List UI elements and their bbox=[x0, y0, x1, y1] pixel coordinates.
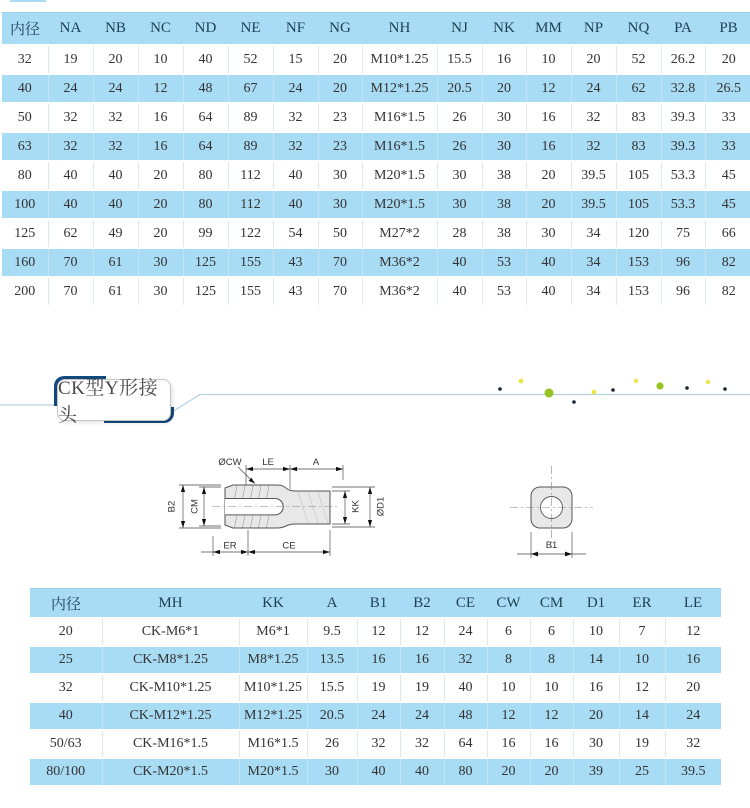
table-cell: 24 bbox=[400, 702, 444, 730]
table-cell: 26 bbox=[307, 730, 357, 758]
table-cell: 12 bbox=[357, 618, 400, 646]
table-cell: M10*1.25 bbox=[362, 45, 437, 74]
table-cell: 33 bbox=[705, 103, 750, 132]
table-cell: 39.3 bbox=[661, 132, 705, 161]
table-cell: 14 bbox=[573, 646, 619, 674]
table-cell: 30 bbox=[482, 103, 526, 132]
dim-label-le: LE bbox=[262, 457, 274, 468]
table-cell: 16 bbox=[573, 674, 619, 702]
column-header: NC bbox=[138, 13, 183, 46]
table-cell: 30 bbox=[307, 758, 357, 786]
table-cell: CK-M12*1.25 bbox=[102, 702, 239, 730]
table-cell: 12 bbox=[665, 618, 721, 646]
table-cell: 39.3 bbox=[661, 103, 705, 132]
table-cell: 24 bbox=[571, 74, 616, 103]
table-cell: 10 bbox=[526, 45, 571, 74]
table-cell: 155 bbox=[228, 248, 273, 277]
column-header: 内径 bbox=[30, 589, 102, 619]
cylinder-spec-table bbox=[2, 12, 750, 307]
table-cell: 122 bbox=[228, 219, 273, 248]
table-cell: M27*2 bbox=[362, 219, 437, 248]
table-cell: 70 bbox=[48, 248, 93, 277]
table-cell: 32 bbox=[357, 730, 400, 758]
table-cell: 40 bbox=[526, 248, 571, 277]
table-cell: 40 bbox=[437, 277, 482, 306]
table-cell: 16 bbox=[138, 103, 183, 132]
dim-label-cm: CM bbox=[189, 499, 201, 514]
table-cell: 40 bbox=[48, 190, 93, 219]
table-cell: 75 bbox=[661, 219, 705, 248]
table-cell: 15 bbox=[273, 45, 318, 74]
table-cell: 83 bbox=[616, 103, 661, 132]
table-cell: 48 bbox=[183, 74, 228, 103]
table-cell: 10 bbox=[138, 45, 183, 74]
table-cell: 105 bbox=[616, 190, 661, 219]
table-cell: 20 bbox=[138, 161, 183, 190]
table-cell: 32 bbox=[273, 103, 318, 132]
table-cell: 50 bbox=[2, 103, 48, 132]
table-cell: 25 bbox=[619, 758, 665, 786]
table-cell: 20 bbox=[571, 45, 616, 74]
table-cell: 32 bbox=[93, 103, 138, 132]
table-cell: M16*1.5 bbox=[362, 103, 437, 132]
column-header: PB bbox=[705, 13, 750, 46]
table-cell: 82 bbox=[705, 248, 750, 277]
table-cell: 26 bbox=[437, 132, 482, 161]
table-cell: 24 bbox=[665, 702, 721, 730]
column-header: CM bbox=[530, 589, 573, 619]
table-cell: 82 bbox=[705, 277, 750, 306]
table-cell: 6 bbox=[530, 618, 573, 646]
table-cell: 20 bbox=[318, 74, 362, 103]
table-cell: M36*2 bbox=[362, 277, 437, 306]
table-cell: 12 bbox=[526, 74, 571, 103]
table-cell: 33 bbox=[705, 132, 750, 161]
table-cell: 12 bbox=[530, 702, 573, 730]
table-cell: 66 bbox=[705, 219, 750, 248]
table-cell: 53 bbox=[482, 248, 526, 277]
table-cell: 20.5 bbox=[437, 74, 482, 103]
table-cell: 30 bbox=[526, 219, 571, 248]
column-header: NE bbox=[228, 13, 273, 46]
table-cell: 32 bbox=[571, 132, 616, 161]
column-header: A bbox=[307, 589, 357, 619]
table-cell: 125 bbox=[2, 219, 48, 248]
column-header: ER bbox=[619, 589, 665, 619]
table-cell: 16 bbox=[526, 132, 571, 161]
table-cell: 19 bbox=[619, 730, 665, 758]
table-cell: 32 bbox=[30, 674, 102, 702]
table-cell: 20 bbox=[573, 702, 619, 730]
table-cell: CK-M20*1.5 bbox=[102, 758, 239, 786]
table-row bbox=[2, 248, 750, 277]
table-cell: 19 bbox=[357, 674, 400, 702]
table-cell: 30 bbox=[318, 190, 362, 219]
table-cell: 15.5 bbox=[437, 45, 482, 74]
table-cell: 61 bbox=[93, 277, 138, 306]
table-cell: 20 bbox=[487, 758, 530, 786]
table-cell: 32 bbox=[444, 646, 487, 674]
column-header: NA bbox=[48, 13, 93, 46]
table-cell: 32 bbox=[273, 132, 318, 161]
table-row bbox=[2, 161, 750, 190]
table-cell: 20 bbox=[526, 190, 571, 219]
table-row bbox=[2, 219, 750, 248]
table-cell: 112 bbox=[228, 190, 273, 219]
table-row bbox=[2, 277, 750, 306]
table-cell: 50 bbox=[318, 219, 362, 248]
table-cell: 40 bbox=[357, 758, 400, 786]
table-cell: 32.8 bbox=[661, 74, 705, 103]
table-cell: 38 bbox=[482, 161, 526, 190]
column-header: MM bbox=[526, 13, 571, 46]
table-cell: 30 bbox=[482, 132, 526, 161]
table-cell: 8 bbox=[487, 646, 530, 674]
table-cell: 12 bbox=[138, 74, 183, 103]
table-cell: 80/100 bbox=[30, 758, 102, 786]
table-cell: 39 bbox=[573, 758, 619, 786]
column-header: LE bbox=[665, 589, 721, 619]
column-header: NP bbox=[571, 13, 616, 46]
table-cell: 45 bbox=[705, 161, 750, 190]
table-cell: 49 bbox=[93, 219, 138, 248]
table-cell: 125 bbox=[183, 277, 228, 306]
table-cell: 20 bbox=[665, 674, 721, 702]
section-title-badge bbox=[57, 378, 171, 426]
table-cell: 25 bbox=[30, 646, 102, 674]
table-cell: 125 bbox=[183, 248, 228, 277]
table-cell: 61 bbox=[93, 248, 138, 277]
table-cell: 32 bbox=[400, 730, 444, 758]
table-cell: 24 bbox=[93, 74, 138, 103]
dimension-drawing bbox=[155, 440, 625, 575]
dim-label-ce: CE bbox=[282, 540, 296, 552]
table-cell: 16 bbox=[357, 646, 400, 674]
table-cell: 14 bbox=[619, 702, 665, 730]
end-view bbox=[510, 466, 593, 558]
table-cell: 89 bbox=[228, 103, 273, 132]
table-cell: M16*1.5 bbox=[362, 132, 437, 161]
table-cell: 70 bbox=[48, 277, 93, 306]
dim-label-cw: ØCW bbox=[218, 457, 242, 468]
table-cell: 30 bbox=[318, 161, 362, 190]
table-cell: 62 bbox=[616, 74, 661, 103]
dim-label-a: A bbox=[312, 457, 320, 468]
table-cell: 40 bbox=[444, 674, 487, 702]
table-cell: 12 bbox=[487, 702, 530, 730]
dim-label-d1: ØD1 bbox=[375, 496, 387, 517]
table-cell: 153 bbox=[616, 248, 661, 277]
table-cell: CK-M6*1 bbox=[102, 618, 239, 646]
table-cell: 39.5 bbox=[571, 190, 616, 219]
column-header: KK bbox=[239, 589, 307, 619]
table-row bbox=[30, 758, 721, 786]
table-cell: 26 bbox=[437, 103, 482, 132]
table-cell: 52 bbox=[616, 45, 661, 74]
table-cell: 8 bbox=[530, 646, 573, 674]
column-header: NK bbox=[482, 13, 526, 46]
column-header: NF bbox=[273, 13, 318, 46]
table-cell: 16 bbox=[138, 132, 183, 161]
column-header: B1 bbox=[357, 589, 400, 619]
table-cell: 24 bbox=[48, 74, 93, 103]
table-row bbox=[2, 190, 750, 219]
table-row bbox=[30, 674, 721, 702]
table-cell: 105 bbox=[616, 161, 661, 190]
table-cell: 24 bbox=[357, 702, 400, 730]
table-cell: 96 bbox=[661, 248, 705, 277]
table-cell: 112 bbox=[228, 161, 273, 190]
table-cell: 20 bbox=[138, 219, 183, 248]
table-cell: 80 bbox=[444, 758, 487, 786]
table-cell: 32 bbox=[48, 132, 93, 161]
table-cell: 10 bbox=[573, 618, 619, 646]
column-header: CW bbox=[487, 589, 530, 619]
table-cell: 32 bbox=[2, 45, 48, 74]
table-cell: 24 bbox=[444, 618, 487, 646]
column-header: CE bbox=[444, 589, 487, 619]
header-row bbox=[30, 589, 721, 619]
table-cell: CK-M10*1.25 bbox=[102, 674, 239, 702]
table-cell: 26.5 bbox=[705, 74, 750, 103]
table-cell: 34 bbox=[571, 248, 616, 277]
table-cell: 40 bbox=[93, 190, 138, 219]
table-cell: 40 bbox=[2, 74, 48, 103]
column-header: D1 bbox=[573, 589, 619, 619]
table-cell: 70 bbox=[318, 248, 362, 277]
table-cell: 70 bbox=[318, 277, 362, 306]
table-cell: M6*1 bbox=[239, 618, 307, 646]
table-cell: 23 bbox=[318, 132, 362, 161]
ck-joint-spec-table bbox=[30, 588, 721, 787]
table-cell: 53.3 bbox=[661, 190, 705, 219]
table-cell: 7 bbox=[619, 618, 665, 646]
table-cell: 34 bbox=[571, 277, 616, 306]
column-header: NG bbox=[318, 13, 362, 46]
column-header: MH bbox=[102, 589, 239, 619]
table-cell: 12 bbox=[619, 674, 665, 702]
dim-label-b1: B1 bbox=[545, 540, 558, 551]
clipped-element-edge bbox=[10, 0, 46, 2]
column-header: NB bbox=[93, 13, 138, 46]
table-cell: 64 bbox=[183, 103, 228, 132]
table-cell: 10 bbox=[487, 674, 530, 702]
table-cell: 30 bbox=[138, 248, 183, 277]
table-cell: 45 bbox=[705, 190, 750, 219]
column-header: B2 bbox=[400, 589, 444, 619]
table-cell: M20*1.5 bbox=[362, 190, 437, 219]
table-cell: 40 bbox=[526, 277, 571, 306]
table-cell: 16 bbox=[665, 646, 721, 674]
table-cell: 64 bbox=[183, 132, 228, 161]
table-cell: 53 bbox=[482, 277, 526, 306]
table-cell: 6 bbox=[487, 618, 530, 646]
table-cell: 20.5 bbox=[307, 702, 357, 730]
table-cell: M20*1.5 bbox=[362, 161, 437, 190]
table-cell: 30 bbox=[437, 161, 482, 190]
table-cell: 155 bbox=[228, 277, 273, 306]
table-cell: 32 bbox=[571, 103, 616, 132]
table-cell: 38 bbox=[482, 190, 526, 219]
table-cell: 67 bbox=[228, 74, 273, 103]
fork-side-view bbox=[212, 485, 339, 528]
table-cell: 100 bbox=[2, 190, 48, 219]
table-cell: 53.3 bbox=[661, 161, 705, 190]
table-cell: CK-M16*1.5 bbox=[102, 730, 239, 758]
table-cell: 16 bbox=[487, 730, 530, 758]
table-cell: 40 bbox=[183, 45, 228, 74]
table-cell: 153 bbox=[616, 277, 661, 306]
table-cell: 20 bbox=[30, 618, 102, 646]
column-header: ND bbox=[183, 13, 228, 46]
column-header: NQ bbox=[616, 13, 661, 46]
table-cell: M20*1.5 bbox=[239, 758, 307, 786]
table-cell: 23 bbox=[318, 103, 362, 132]
table-cell: 32 bbox=[93, 132, 138, 161]
table-cell: 20 bbox=[138, 190, 183, 219]
table-cell: 30 bbox=[437, 190, 482, 219]
table-cell: 40 bbox=[30, 702, 102, 730]
table-cell: 20 bbox=[530, 758, 573, 786]
column-header: PA bbox=[661, 13, 705, 46]
table-row bbox=[30, 646, 721, 674]
table-cell: M10*1.25 bbox=[239, 674, 307, 702]
table-cell: 64 bbox=[444, 730, 487, 758]
table-cell: 80 bbox=[183, 161, 228, 190]
table-cell: 62 bbox=[48, 219, 93, 248]
table-cell: 16 bbox=[526, 103, 571, 132]
table-cell: 40 bbox=[273, 161, 318, 190]
table-cell: 30 bbox=[138, 277, 183, 306]
table-cell: 120 bbox=[616, 219, 661, 248]
table-cell: CK-M8*1.25 bbox=[102, 646, 239, 674]
table-cell: 39.5 bbox=[571, 161, 616, 190]
table-cell: 80 bbox=[2, 161, 48, 190]
table-cell: 12 bbox=[400, 618, 444, 646]
table-row bbox=[2, 74, 750, 103]
table-row bbox=[2, 132, 750, 161]
table-cell: 15.5 bbox=[307, 674, 357, 702]
table-cell: 10 bbox=[530, 674, 573, 702]
table-row bbox=[30, 702, 721, 730]
table-cell: 40 bbox=[48, 161, 93, 190]
table-cell: 24 bbox=[273, 74, 318, 103]
table-cell: 32 bbox=[48, 103, 93, 132]
table-cell: 52 bbox=[228, 45, 273, 74]
table-cell: 40 bbox=[273, 190, 318, 219]
table-cell: M16*1.5 bbox=[239, 730, 307, 758]
table-row bbox=[30, 730, 721, 758]
table-cell: 32 bbox=[665, 730, 721, 758]
table-cell: 20 bbox=[482, 74, 526, 103]
table-cell: M8*1.25 bbox=[239, 646, 307, 674]
dim-label-kk: KK bbox=[350, 500, 362, 513]
table-cell: 13.5 bbox=[307, 646, 357, 674]
right-connector-line bbox=[172, 395, 750, 413]
table-cell: 20 bbox=[93, 45, 138, 74]
table-cell: 83 bbox=[616, 132, 661, 161]
table-row bbox=[30, 618, 721, 646]
column-header: NH bbox=[362, 13, 437, 46]
table-cell: 10 bbox=[619, 646, 665, 674]
table-cell: 16 bbox=[482, 45, 526, 74]
table-cell: 34 bbox=[571, 219, 616, 248]
table-cell: 30 bbox=[573, 730, 619, 758]
table-cell: 43 bbox=[273, 277, 318, 306]
column-header: NJ bbox=[437, 13, 482, 46]
table-cell: 19 bbox=[400, 674, 444, 702]
table-cell: 9.5 bbox=[307, 618, 357, 646]
table-cell: 48 bbox=[444, 702, 487, 730]
header-row bbox=[2, 13, 750, 46]
table-cell: 96 bbox=[661, 277, 705, 306]
table-cell: 20 bbox=[526, 161, 571, 190]
dim-label-er: ER bbox=[223, 540, 237, 552]
table-cell: 50/63 bbox=[30, 730, 102, 758]
table-cell: 63 bbox=[2, 132, 48, 161]
table-cell: 43 bbox=[273, 248, 318, 277]
column-header: 内径 bbox=[2, 13, 48, 46]
table-cell: 40 bbox=[400, 758, 444, 786]
table-cell: 26.2 bbox=[661, 45, 705, 74]
table-cell: M12*1.25 bbox=[239, 702, 307, 730]
table-cell: 16 bbox=[530, 730, 573, 758]
table-cell: M36*2 bbox=[362, 248, 437, 277]
table-cell: 99 bbox=[183, 219, 228, 248]
table-cell: 40 bbox=[93, 161, 138, 190]
table-row bbox=[2, 45, 750, 74]
table-cell: 54 bbox=[273, 219, 318, 248]
table-cell: 80 bbox=[183, 190, 228, 219]
table-cell: 20 bbox=[705, 45, 750, 74]
table-cell: M12*1.25 bbox=[362, 74, 437, 103]
table-cell: 160 bbox=[2, 248, 48, 277]
table-cell: 39.5 bbox=[665, 758, 721, 786]
table-cell: 200 bbox=[2, 277, 48, 306]
table-cell: 40 bbox=[437, 248, 482, 277]
table-cell: 89 bbox=[228, 132, 273, 161]
table-row bbox=[2, 103, 750, 132]
table-cell: 20 bbox=[318, 45, 362, 74]
table-cell: 19 bbox=[48, 45, 93, 74]
dim-label-b2: B2 bbox=[166, 500, 178, 513]
section-title: CK型Y形接头 bbox=[58, 378, 159, 426]
table-cell: 28 bbox=[437, 219, 482, 248]
decorative-dots bbox=[498, 379, 727, 404]
table-cell: 16 bbox=[400, 646, 444, 674]
table-cell: 38 bbox=[482, 219, 526, 248]
